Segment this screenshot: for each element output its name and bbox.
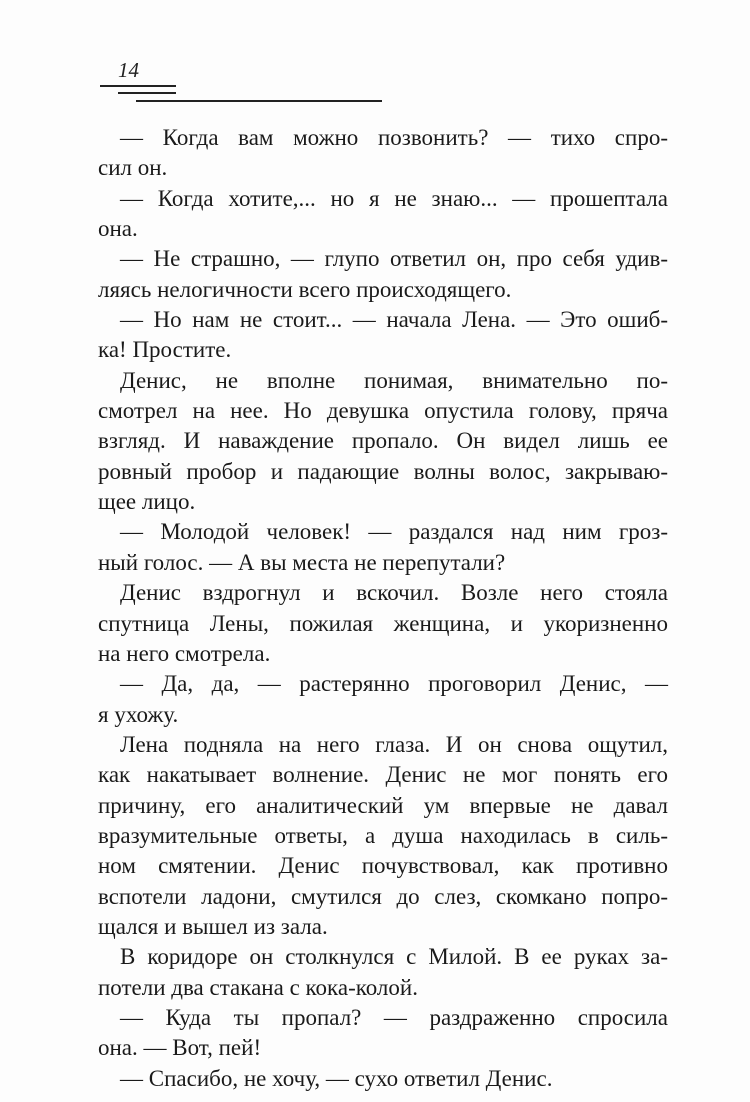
text-line: — Когда хотите,... но я не знаю... — прошептала [120,185,668,211]
text-line: как накатывает волнение. Денис не мог понять его [98,762,668,788]
text-line: щее лицо. [98,489,196,515]
text-line: ровный пробор и падающие волны волос, закрываю- [98,458,668,484]
text-line: — Когда вам можно позвонить? — тихо спро- [120,125,668,150]
text-line: вразумительные ответы, а душа находилась в силь- [98,822,668,848]
text-line: смотрел на нее. Но девушка опустила голову, пряча [98,398,668,424]
header-rule-3 [136,100,382,102]
text-line: — Не страшно, — глупо ответил он, про себя удив- [120,246,668,272]
text-line: — Молодой человек! — раздался над ним гроз- [120,519,668,545]
text-line: Денис, не вполне понимая, внимательно по- [120,367,668,393]
text-line: — Но нам не стоит... — начала Лена. — Это ошиб- [120,307,668,333]
text-line: взгляд. И наваждение пропало. Он видел лишь ее [98,428,668,454]
text-line: на него смотрела. [98,640,271,666]
text-line: потели два стакана с кока-колой. [98,974,418,1000]
text-line: вспотели ладони, смутился до слез, скомкано попро- [98,883,668,909]
text-line: она. [98,216,138,242]
text-line: сил он. [98,155,168,181]
text-line: я ухожу. [98,701,179,727]
text-line: ном смятении. Денис почувствовал, как противно [98,853,668,879]
text-line: спутница Лены, пожилая женщина, и укоризненно [98,610,668,636]
text-line: ляясь нелогичности всего происходящего. [98,276,512,302]
text-line: она. — Вот, пей! [98,1035,262,1061]
text-line: Лена подняла на него глаза. И он снова ощутил, [120,731,668,757]
header-rule-1 [100,85,176,87]
text-line: — Спасибо, не хочу, — сухо ответил Денис. [120,1065,553,1091]
text-line: ка! Простите. [98,337,232,363]
text-line: В коридоре он столкнулся с Милой. В ее руках за- [120,944,668,970]
text-line: Денис вздрогнул и вскочил. Возле него стояла [120,580,668,606]
page-number: 14 [118,58,139,82]
text-line: — Куда ты пропал? — раздраженно спросила [120,1004,668,1030]
text-line: — Да, да, — растерянно проговорил Денис, — [120,671,668,697]
text-line: ный голос. — А вы места не перепутали? [98,549,506,575]
text-line: щался и вышел из зала. [98,913,328,939]
header-rule-2 [118,92,176,94]
text-line: причину, его аналитический ум впервые не давал [98,792,668,818]
body-text [98,123,668,1094]
